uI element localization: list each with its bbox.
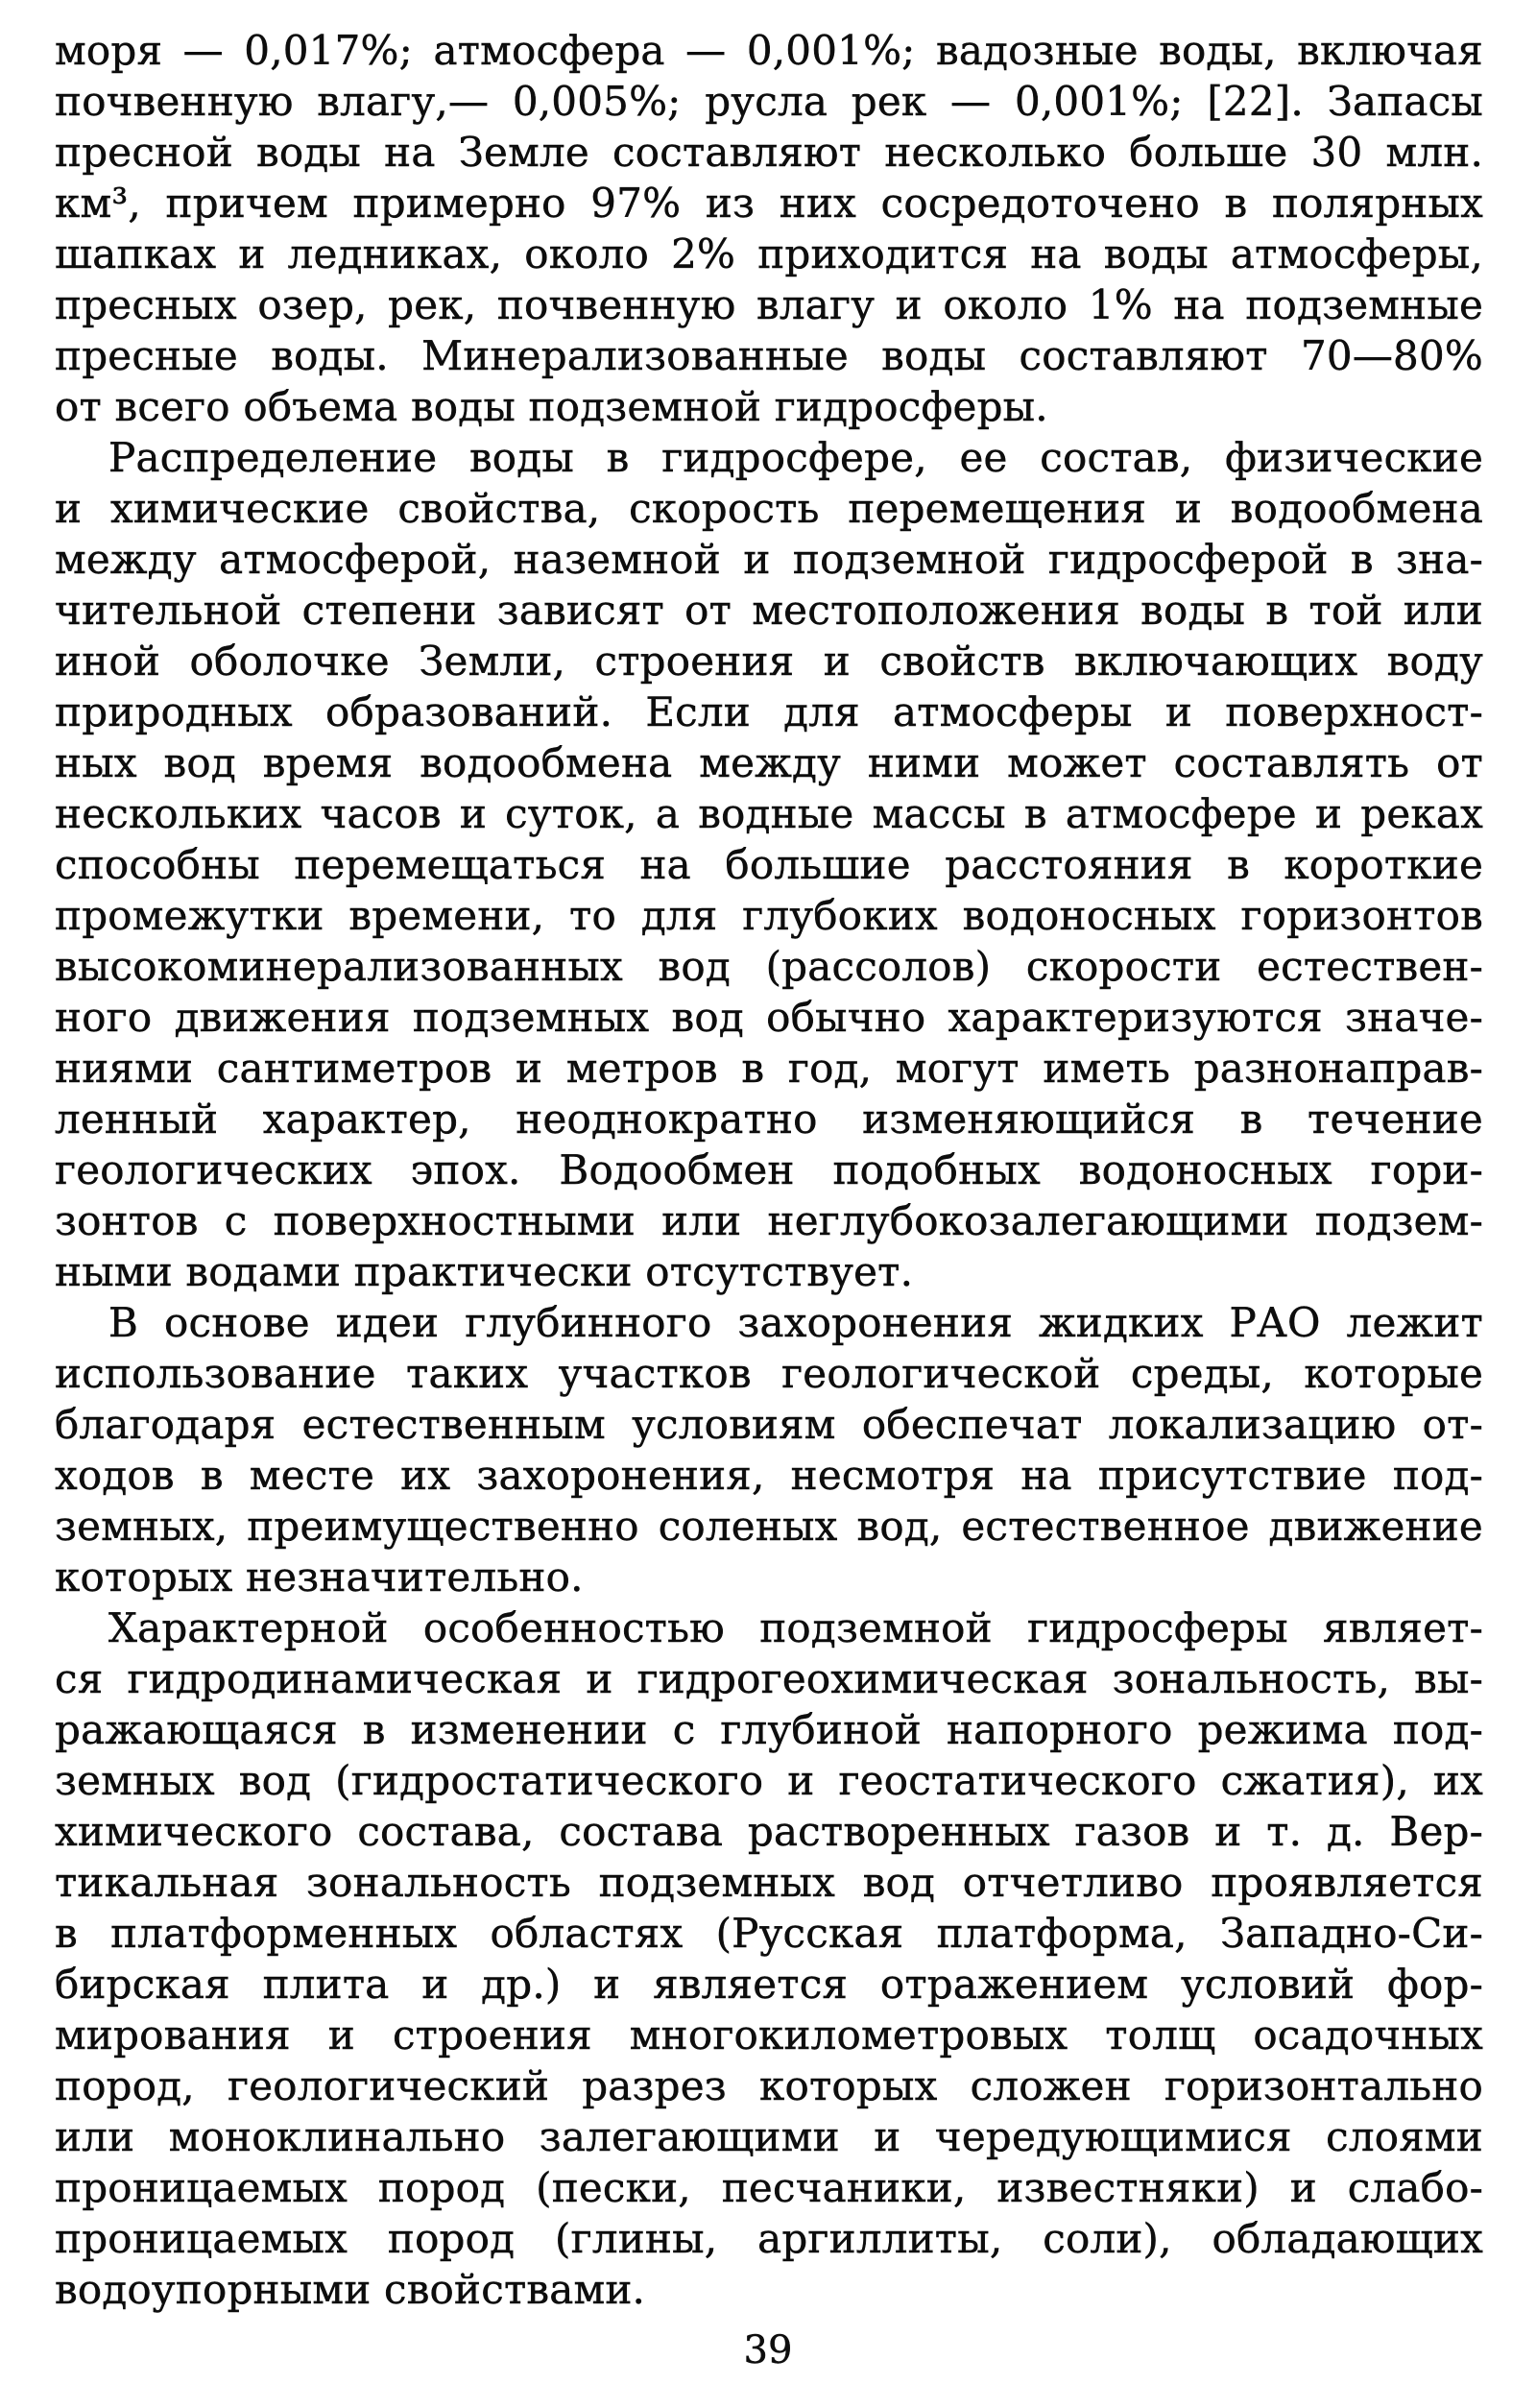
text-line: тикальная зональность подземных вод отчетливо проявляется — [55, 1859, 1483, 1906]
text-line: высокоминерализованных вод (рассолов) скорости естествен- — [55, 943, 1483, 990]
text-line: водоупорными свойствами. — [55, 2266, 646, 2313]
text-line: ными водами практически отсутствует. — [55, 1248, 914, 1295]
text-line: в платформенных областях (Русская платформа, Западно-Си- — [55, 1910, 1483, 1957]
text-line: земных, преимущественно соленых вод, естественное движение — [55, 1503, 1483, 1550]
text-line: ного движения подземных вод обычно характеризуются значе- — [55, 994, 1483, 1041]
text-line: нескольких часов и суток, а водные массы в атмосфере и реках — [55, 790, 1483, 837]
text-line: химического состава, состава растворенных газов и т. д. Вер- — [55, 1808, 1483, 1855]
text-line: Распределение воды в гидросфере, ее состав, физические — [108, 434, 1483, 481]
text-line: и химические свойства, скорость перемещения и водообмена — [55, 485, 1483, 532]
text-line: природных образований. Если для атмосферы и поверхност- — [55, 688, 1483, 735]
text-line: зонтов с поверхностными или неглубокозалегающими подзем- — [55, 1197, 1483, 1244]
text-line: иной оболочке Земли, строения и свойств включающих воду — [55, 638, 1483, 685]
text-line: геологических эпох. Водообмен подобных водоносных гори- — [55, 1146, 1483, 1193]
text-line: использование таких участков геологической среды, которые — [55, 1350, 1483, 1397]
text-line: ниями сантиметров и метров в год, могут иметь разнонаправ- — [55, 1045, 1483, 1092]
text-line: бирская плита и др.) и является отражением условий фор- — [55, 1961, 1483, 2008]
text-line: шапках и ледниках, около 2% приходится на воды атмосферы, — [55, 230, 1483, 277]
text-line: мирования и строения многокилометровых толщ осадочных — [55, 2011, 1483, 2059]
text-line: от всего объема воды подземной гидросферы. — [55, 383, 1048, 430]
text-line: которых незначительно. — [55, 1553, 584, 1601]
text-line: пород, геологический разрез которых сложен горизонтально — [55, 2062, 1483, 2109]
text-line: способны перемещаться на большие расстояния в короткие — [55, 841, 1483, 888]
text-line: ленный характер, неоднократно изменяющийся в течение — [55, 1096, 1483, 1143]
text-line: ходов в месте их захоронения, несмотря на присутствие под- — [55, 1452, 1483, 1499]
text-line: благодаря естественным условиям обеспечат локализацию от- — [55, 1401, 1483, 1448]
text-line: промежутки времени, то для глубоких водоносных горизонтов — [55, 892, 1483, 939]
text-line: моря — 0,017%; атмосфера — 0,001%; вадозные воды, включая — [55, 27, 1483, 74]
text-line: ных вод время водообмена между ними может составлять от — [55, 739, 1483, 786]
text-line: ся гидродинамическая и гидрогеохимическая зональность, вы- — [55, 1655, 1483, 1702]
text-line: пресные воды. Минерализованные воды составляют 70—80% — [55, 332, 1483, 379]
text-line: пресной воды на Земле составляют несколько больше 30 млн. — [55, 129, 1483, 176]
text-line: км³, причем примерно 97% из них сосредоточено в полярных — [55, 180, 1483, 227]
body-text — [55, 25, 1483, 2315]
text-line: Характерной особенностью подземной гидросферы являет- — [108, 1604, 1483, 1651]
text-line: пресных озер, рек, почвенную влагу и около 1% на подземные — [55, 281, 1483, 328]
text-line: ражающаяся в изменении с глубиной напорного режима под- — [55, 1706, 1483, 1753]
text-line: проницаемых пород (глины, аргиллиты, соли), обладающих — [55, 2215, 1483, 2262]
page-number: 39 — [743, 2328, 793, 2372]
text-line: проницаемых пород (пески, песчаники, известняки) и слабо- — [55, 2164, 1483, 2211]
text-line: между атмосферой, наземной и подземной гидросферой в зна- — [55, 536, 1483, 583]
text-line: чительной степени зависят от местоположения воды в той или — [55, 587, 1483, 634]
text-line: почвенную влагу,— 0,005%; русла рек — 0,001%; [22]. Запасы — [55, 78, 1483, 125]
text-line: земных вод (гидростатического и геостатического сжатия), их — [55, 1757, 1483, 1804]
text-line: В основе идеи глубинного захоронения жидких РАО лежит — [108, 1299, 1483, 1346]
text-line: или моноклинально залегающими и чередующимися слоями — [55, 2113, 1483, 2160]
